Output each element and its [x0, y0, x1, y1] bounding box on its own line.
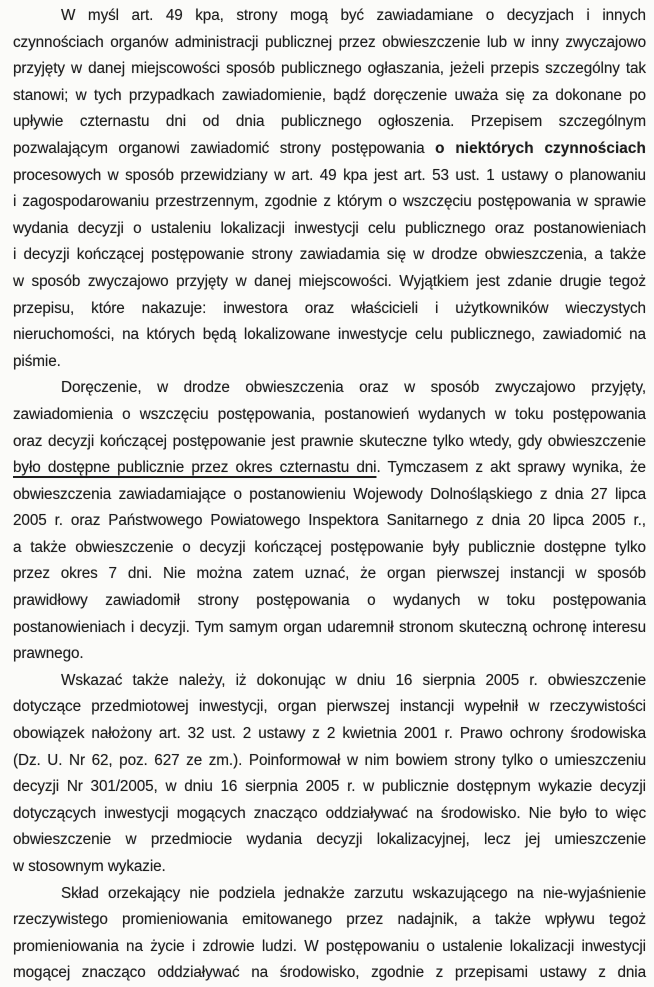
text-line: [13, 83, 646, 110]
text-segment: przepisu, które nakazuje: inwestora oraz właścicieli i użytkowników wieczystych: [13, 299, 646, 317]
text-line: [13, 482, 646, 509]
text-segment: Skład orzekający nie podziela jednakże zarzutu wskazującego na nie-wyjaśnienie: [61, 884, 647, 902]
text-line-content: [13, 907, 646, 934]
text-line: [13, 748, 646, 775]
text-line: [13, 3, 646, 30]
text-segment: w stosownym wykazie.: [13, 858, 166, 875]
text-line: [13, 588, 646, 615]
text-line-content: [13, 854, 166, 881]
text-segment: postanowieniach i decyzji. Tym samym organ udaremnił stronom skuteczną ochronę interesu: [13, 618, 646, 636]
text-line-content: [13, 721, 646, 748]
text-line: [13, 561, 646, 588]
text-segment: w sposób zwyczajowo przyjęty w danej miejscowości. Wyjątkiem jest zdanie drugie tegoż: [13, 272, 646, 290]
text-line-content: [13, 429, 646, 456]
text-line: [13, 30, 646, 57]
text-segment: W myśl art. 49 kpa, strony mogą być zawiadamiane o decyzjach i innych: [61, 7, 646, 24]
text-line-content: [13, 242, 646, 269]
text-segment: dotyczące przedmiotowej inwestycji, organ pierwszej instancji wypełnił w rzeczywistości: [13, 698, 646, 716]
text-segment: zawiadomienia o wszczęciu postępowania, postanowień wydanych w toku postępowania: [13, 405, 646, 423]
text-line: [13, 508, 646, 535]
text-line: [13, 56, 646, 83]
text-segment: a także obwieszczenie o decyzji kończącej postępowanie były publicznie dostępne tylko: [13, 538, 646, 556]
text-line-content: [13, 588, 646, 615]
text-line: [13, 189, 646, 216]
text-segment: piśmie.: [13, 352, 61, 370]
text-line-content: [13, 109, 646, 136]
text-line: [13, 349, 646, 376]
text-segment: i zagospodarowaniu przestrzennym, zgodnie z którym o wszczęciu postępowania w sprawie: [13, 193, 646, 211]
text-line: [13, 216, 646, 243]
underlined-text-segment: było dostępne publicznie przez okres czternastu dni: [13, 459, 377, 477]
text-line: [13, 934, 646, 961]
text-line-content: [13, 269, 646, 296]
text-line: [13, 429, 646, 456]
text-line-content: [13, 960, 646, 987]
text-line: [13, 109, 646, 136]
text-segment: 2005 r. oraz Państwowego Powiatowego Inspektora Sanitarnego z dnia 20 lipca 2005 r.,: [13, 512, 646, 530]
text-line: [13, 269, 646, 296]
text-line-content: [13, 30, 646, 57]
text-line: [13, 136, 646, 163]
bold-text-segment: o niektórych czynnościach: [435, 139, 646, 157]
text-line-content: [13, 561, 646, 588]
text-line-content: [13, 827, 646, 854]
text-line-content: [13, 641, 84, 668]
text-line-content: [13, 189, 646, 216]
text-line: [13, 854, 646, 881]
text-segment: i decyzji kończącej postępowanie strony zawiadamia się w drodze obwieszczenia, a także: [13, 246, 646, 264]
text-line-content: [61, 881, 646, 908]
text-segment: stanowi; w tych przypadkach zawiadomienie, bądź doręczenie uważa się za dokonane po: [13, 86, 646, 104]
text-segment: rzeczywistego promieniowania emitowanego przez nadajnik, a także wpływu tegoż: [13, 911, 646, 929]
text-line: [13, 960, 646, 987]
text-line: [13, 535, 646, 562]
text-line-content: [13, 296, 646, 323]
text-segment: upływie czternastu dni od dnia publicznego ogłoszenia. Przepisem szczególnym: [13, 113, 646, 131]
text-line-content: [61, 3, 646, 30]
text-segment: wydania decyzji o ustaleniu lokalizacji inwestycji celu publicznego oraz postanowieniach: [13, 219, 647, 237]
text-segment: dotyczących inwestycji mogących znacząco oddziaływać na środowisko. Nie było to więc: [13, 804, 647, 822]
text-segment: przyjęty w danej miejscowości sposób publicznego ogłaszania, jeżeli przepis szczególny tak: [13, 60, 646, 78]
text-line-content: [13, 136, 646, 163]
text-line: [13, 721, 646, 748]
text-segment: pozwalającym organowi zawiadomić strony postępowania: [13, 139, 436, 157]
text-segment: prawidłowy zawiadomił strony postępowania o wydanych w toku postępowania: [13, 592, 646, 610]
text-line-content: [13, 774, 646, 801]
text-line: [13, 402, 646, 429]
text-line-content: [13, 455, 646, 482]
text-line: [13, 615, 646, 642]
text-segment: obwieszczenia zawiadamiające o postanowieniu Wojewody Dolnośląskiego z dnia 27 lipca: [13, 485, 646, 503]
text-line: [13, 668, 646, 695]
text-line-content: [13, 694, 646, 721]
text-line-content: [13, 748, 646, 775]
text-segment: mogącej znacząco oddziaływać na środowisko, zgodnie z przepisami ustawy z dnia: [13, 964, 647, 982]
text-segment: czynnościach organów administracji publicznej przez obwieszczenie lub w inny zwyczajowo: [13, 33, 646, 51]
paragraph: [13, 3, 646, 375]
text-line-content: [13, 508, 646, 535]
text-line: [13, 375, 646, 402]
text-line: [13, 242, 646, 269]
text-line-content: [13, 163, 646, 190]
text-line-content: [13, 216, 646, 243]
text-line-content: [61, 375, 646, 402]
text-segment: oraz decyzji kończącej postępowanie jest prawnie skuteczne tylko wtedy, gdy obwieszczenie: [13, 432, 646, 450]
text-line-content: [13, 56, 646, 83]
text-line: [13, 296, 646, 323]
text-line: [13, 774, 646, 801]
text-line-content: [13, 535, 646, 562]
text-segment: Doręczenie, w drodze obwieszczenia oraz w sposób zwyczajowo przyjęty,: [61, 379, 647, 397]
text-segment: promieniowania na życie i zdrowie ludzi. W postępowaniu o ustalenie lokalizacji inwestycji: [13, 937, 646, 955]
text-segment: nieruchomości, na których będą lokalizowane inwestycje celu publicznego, zawiadomić na: [13, 326, 646, 344]
text-line: [13, 827, 646, 854]
text-segment: procesowych w sposób przewidziany w art. 49 kpa jest art. 53 ust. 1 ustawy o planowaniu: [13, 166, 646, 184]
text-segment: . Tymczasem z akt sprawy wynika, że: [376, 459, 646, 477]
text-segment: obwieszczenie w przedmiocie wydania decyzji lokalizacyjnej, lecz jej umieszczenie: [13, 831, 647, 849]
text-line-content: [61, 668, 646, 695]
text-line-content: [13, 801, 646, 828]
text-line: [13, 801, 646, 828]
text-line: [13, 907, 646, 934]
text-line-content: [13, 349, 61, 376]
text-line-content: [13, 83, 646, 110]
text-segment: przez okres 7 dni. Nie można zatem uznać, że organ pierwszej instancji w sposób: [13, 565, 646, 583]
text-segment: decyzji Nr 301/2005, w dniu 16 sierpnia 2005 r. w publicznie dostępnym wykazie decyzji: [13, 778, 646, 796]
text-line: [13, 881, 646, 908]
text-line-content: [13, 402, 646, 429]
paragraph: [13, 668, 646, 881]
text-line-content: [13, 615, 646, 642]
text-line: [13, 641, 646, 668]
text-line-content: [13, 934, 646, 961]
text-segment: obowiązek nałożony art. 32 ust. 2 ustawy z 2 kwietnia 2001 r. Prawo ochrony środowiska: [13, 725, 647, 743]
text-line-content: [13, 322, 646, 349]
text-line: [13, 694, 646, 721]
text-segment: Wskazać także należy, iż dokonując w dniu 16 sierpnia 2005 r. obwieszczenie: [61, 671, 646, 689]
text-line-content: [13, 482, 646, 509]
paragraph: [13, 881, 646, 987]
text-line: [13, 455, 646, 482]
text-line: [13, 163, 646, 190]
text-segment: prawnego.: [13, 645, 84, 663]
text-line: [13, 322, 646, 349]
paragraph: [13, 375, 646, 668]
text-segment: (Dz. U. Nr 62, poz. 627 ze zm.). Poinformował w nim bowiem strony tylko o umieszczeniu: [13, 751, 647, 769]
